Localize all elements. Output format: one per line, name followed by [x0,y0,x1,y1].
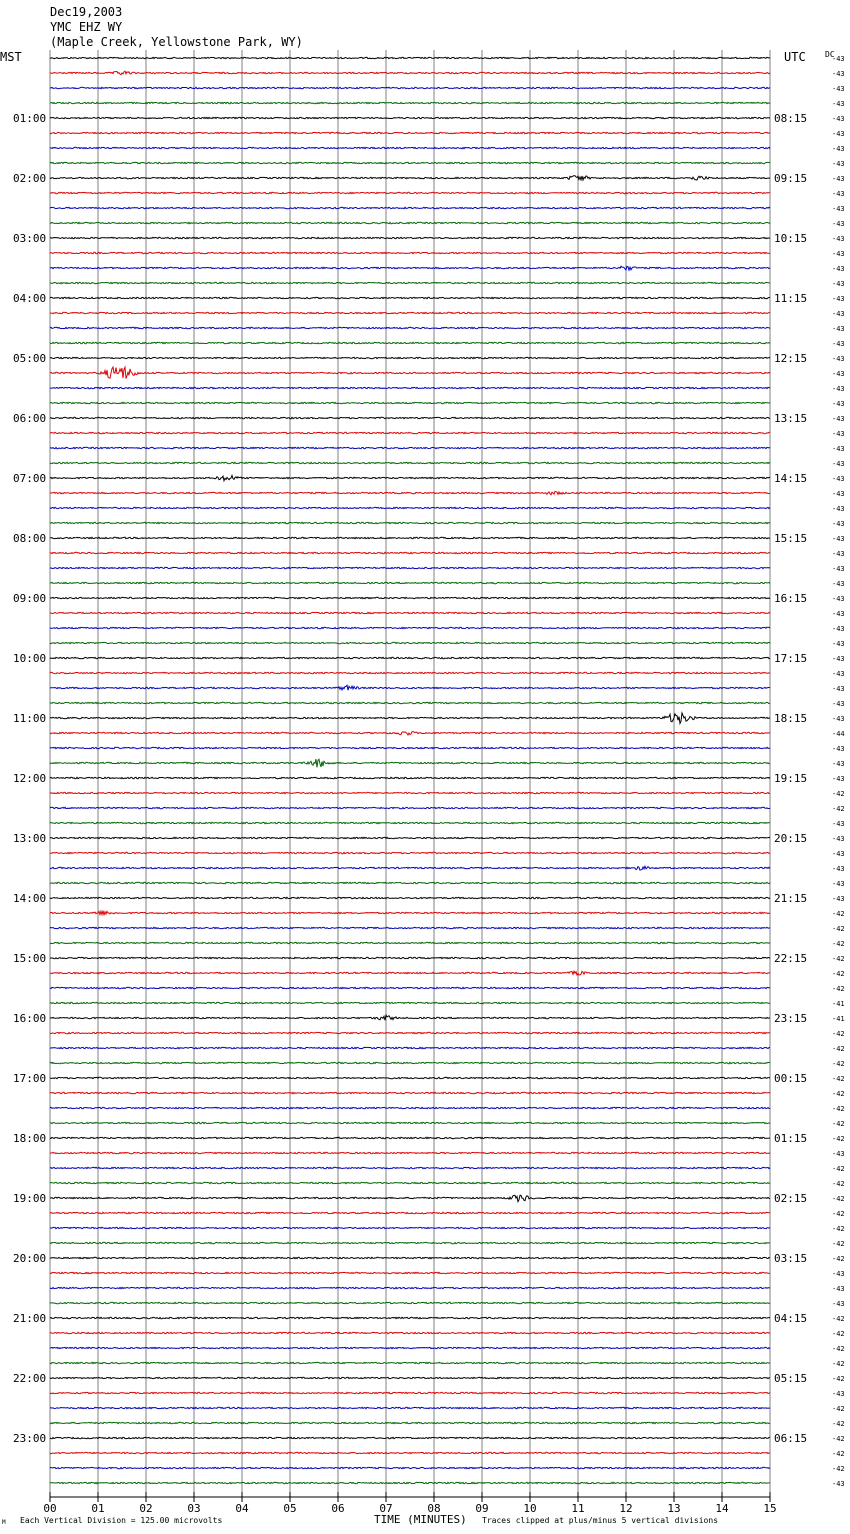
trace-row-54 [50,866,770,870]
dc-offset-label: -42 [832,1045,845,1053]
trace-row-26 [50,447,770,448]
utc-hour-label: 16:15 [774,592,808,605]
x-tick-label: 11 [571,1502,585,1515]
dc-offset-label: -44 [832,730,845,738]
trace-row-24 [50,417,770,418]
mst-hour-label: 07:00 [13,472,47,485]
trace-row-42 [50,685,770,690]
dc-offset-label: -42 [832,1225,845,1233]
dc-offset-label: -43 [832,580,845,588]
dc-offset-label: -43 [832,445,845,453]
trace-row-72 [50,1137,770,1138]
dc-offset-label: -42 [832,1360,845,1368]
utc-hour-label: 08:15 [774,112,808,125]
trace-row-65 [50,1032,770,1033]
dc-offset-label: -42 [832,1120,845,1128]
trace-row-22 [50,387,770,388]
dc-offset-label: -43 [832,310,845,318]
dc-offset-label: -43 [832,100,845,108]
trace-row-38 [50,627,770,628]
trace-row-19 [50,342,770,343]
mst-hour-label: 06:00 [13,412,47,425]
dc-offset-label: -43 [832,865,845,873]
trace-row-7 [50,162,770,163]
dc-offset-label: -43 [832,1300,845,1308]
trace-row-80 [50,1257,770,1258]
dc-offset-label: -43 [832,295,845,303]
dc-offset-label: -42 [832,1465,845,1473]
dc-offset-label: -43 [832,175,845,183]
trace-row-25 [50,432,770,433]
trace-row-53 [50,852,770,853]
trace-row-76 [50,1195,770,1201]
station-location: (Maple Creek, Yellowstone Park, WY) [50,35,303,49]
trace-row-16 [50,297,770,298]
dc-offset-label: -42 [832,1105,845,1113]
dc-offset-label: -43 [832,610,845,618]
mst-hour-label: 18:00 [13,1132,47,1145]
dc-offset-label: -43 [832,490,845,498]
dc-offset-label: -43 [832,85,845,93]
trace-row-52 [50,837,770,838]
trace-row-78 [50,1227,770,1228]
x-tick-label: 01 [91,1502,105,1515]
dc-offset-label: -42 [832,1075,845,1083]
clip-note: Traces clipped at plus/minus 5 vertical divisions [482,1516,719,1525]
dc-offset-label: -42 [832,1135,845,1143]
trace-row-35 [50,582,770,583]
trace-row-94 [50,1467,770,1468]
minute-gridlines [50,50,770,1492]
utc-hour-label: 02:15 [774,1192,808,1205]
trace-row-51 [50,822,770,823]
x-tick-label: 04 [235,1502,249,1515]
dc-offset-label: -43 [832,130,845,138]
utc-hour-label: 11:15 [774,292,808,305]
utc-hour-label: 03:15 [774,1252,808,1265]
trace-row-75 [50,1182,770,1183]
dc-offset-label: -43 [832,55,845,63]
dc-offset-label: -42 [832,1345,845,1353]
mst-hour-label: 03:00 [13,232,47,245]
mst-hour-label: 13:00 [13,832,47,845]
trace-row-8 [50,176,770,180]
left-zone-label: MST [0,50,22,64]
trace-row-86 [50,1347,770,1348]
mst-hour-label: 19:00 [13,1192,47,1205]
dc-offset-label: -42 [832,970,845,978]
trace-row-41 [50,672,770,673]
mst-hour-label: 10:00 [13,652,47,665]
dc-offset-label: -43 [832,820,845,828]
mst-hour-label: 17:00 [13,1072,47,1085]
trace-row-13 [50,252,770,253]
utc-hour-labels [774,112,807,1445]
dc-offset-label: -42 [832,1060,845,1068]
dc-offset-label: -43 [832,415,845,423]
trace-row-50 [50,807,770,808]
dc-offset-label: -41 [832,1000,845,1008]
dc-offset-labels [832,55,845,1488]
mst-hour-label: 11:00 [13,712,47,725]
trace-row-70 [50,1107,770,1108]
trace-row-67 [50,1062,770,1063]
trace-row-40 [50,657,770,658]
trace-row-29 [50,491,770,494]
trace-row-46 [50,747,770,748]
dc-label: DC [825,50,835,59]
dc-offset-label: -42 [832,1450,845,1458]
dc-offset-label: -43 [832,1150,845,1158]
trace-row-57 [50,911,770,916]
scale-note: Each Vertical Division = 125.00 microvolts [20,1516,223,1525]
utc-hour-label: 00:15 [774,1072,808,1085]
trace-row-55 [50,882,770,883]
utc-hour-label: 18:15 [774,712,808,725]
dc-offset-label: -42 [832,1210,845,1218]
dc-offset-label: -43 [832,220,845,228]
trace-row-5 [50,132,770,133]
trace-row-61 [50,971,770,975]
trace-row-1 [50,71,770,75]
x-tick-label: 00 [43,1502,57,1515]
trace-row-48 [50,777,770,778]
dc-offset-label: -43 [832,670,845,678]
trace-row-44 [50,713,770,724]
utc-hour-label: 04:15 [774,1312,808,1325]
dc-offset-label: -42 [832,805,845,813]
trace-row-23 [50,402,770,403]
utc-hour-label: 15:15 [774,532,808,545]
mst-hour-label: 16:00 [13,1012,47,1025]
trace-row-31 [50,522,770,523]
dc-offset-label: -42 [832,985,845,993]
x-axis [43,1492,776,1515]
dc-offset-label: -43 [832,370,845,378]
utc-hour-label: 19:15 [774,772,808,785]
dc-offset-label: -43 [832,70,845,78]
trace-row-37 [50,612,770,613]
trace-row-43 [50,702,770,703]
trace-row-74 [50,1167,770,1168]
utc-hour-label: 21:15 [774,892,808,905]
trace-row-3 [50,102,770,103]
trace-row-68 [50,1077,770,1078]
dc-offset-label: -43 [832,115,845,123]
trace-row-79 [50,1242,770,1243]
utc-hour-label: 13:15 [774,412,808,425]
x-tick-label: 09 [475,1502,489,1515]
dc-offset-label: -42 [832,1255,845,1263]
trace-row-17 [50,312,770,313]
trace-row-91 [50,1422,770,1423]
dc-offset-label: -43 [832,760,845,768]
x-tick-label: 13 [667,1502,681,1515]
trace-row-90 [50,1407,770,1408]
utc-hour-label: 22:15 [774,952,808,965]
x-tick-label: 07 [379,1502,393,1515]
trace-row-82 [50,1287,770,1288]
dc-offset-label: -42 [832,1180,845,1188]
dc-offset-label: -43 [832,430,845,438]
trace-row-87 [50,1362,770,1363]
utc-hour-label: 12:15 [774,352,808,365]
trace-row-28 [50,476,770,481]
x-tick-label: 06 [331,1502,345,1515]
dc-offset-label: -43 [832,355,845,363]
dc-offset-label: -42 [832,925,845,933]
dc-offset-label: -42 [832,1420,845,1428]
trace-row-30 [50,507,770,508]
dc-offset-label: -43 [832,1270,845,1278]
trace-row-47 [50,759,770,767]
dc-offset-label: -43 [832,550,845,558]
dc-offset-label: -43 [832,385,845,393]
trace-row-66 [50,1047,770,1048]
trace-row-88 [50,1377,770,1378]
dc-offset-label: -42 [832,1030,845,1038]
x-tick-label: 08 [427,1502,441,1515]
trace-row-36 [50,597,770,598]
trace-row-89 [50,1392,770,1393]
mst-hour-label: 22:00 [13,1372,47,1385]
dc-offset-label: -43 [832,325,845,333]
utc-hour-label: 09:15 [774,172,808,185]
dc-offset-label: -43 [832,475,845,483]
trace-row-81 [50,1272,770,1273]
dc-offset-label: -42 [832,790,845,798]
mst-hour-label: 02:00 [13,172,47,185]
trace-row-20 [50,357,770,358]
trace-row-27 [50,462,770,463]
utc-hour-label: 10:15 [774,232,808,245]
trace-row-32 [50,537,770,538]
trace-row-12 [50,237,770,238]
corner-mark: M [2,1519,6,1526]
dc-offset-label: -43 [832,145,845,153]
record-date: Dec19,2003 [50,5,123,19]
dc-offset-label: -43 [832,775,845,783]
trace-row-0 [50,57,770,58]
trace-row-62 [50,987,770,988]
dc-offset-label: -43 [832,460,845,468]
trace-row-15 [50,282,770,283]
mst-hour-label: 12:00 [13,772,47,785]
dc-offset-label: -42 [832,1330,845,1338]
dc-offset-label: -43 [832,190,845,198]
mst-hour-label: 14:00 [13,892,47,905]
trace-row-10 [50,207,770,208]
dc-offset-label: -42 [832,1375,845,1383]
dc-offset-label: -43 [832,280,845,288]
trace-row-60 [50,957,770,958]
mst-hour-label: 04:00 [13,292,47,305]
trace-row-73 [50,1152,770,1153]
trace-row-59 [50,942,770,943]
x-tick-label: 03 [187,1502,201,1515]
trace-row-95 [50,1482,770,1483]
mst-hour-label: 09:00 [13,592,47,605]
dc-offset-label: -43 [832,895,845,903]
trace-row-85 [50,1332,770,1333]
dc-offset-label: -43 [832,520,845,528]
mst-hour-label: 05:00 [13,352,47,365]
dc-offset-label: -43 [832,505,845,513]
x-tick-label: 10 [523,1502,537,1515]
dc-offset-label: -43 [832,1285,845,1293]
trace-row-11 [50,222,770,223]
dc-offset-label: -43 [832,625,845,633]
station-name: YMC EHZ WY [50,20,123,34]
dc-offset-label: -42 [832,910,845,918]
dc-offset-label: -42 [832,955,845,963]
utc-hour-label: 17:15 [774,652,808,665]
trace-row-18 [50,327,770,328]
trace-row-4 [50,117,770,118]
dc-offset-label: -43 [832,745,845,753]
dc-offset-label: -42 [832,940,845,948]
trace-row-83 [50,1302,770,1303]
trace-row-77 [50,1212,770,1213]
dc-offset-label: -42 [832,1090,845,1098]
trace-row-39 [50,642,770,643]
x-tick-label: 14 [715,1502,729,1515]
dc-offset-label: -43 [832,700,845,708]
mst-hour-label: 15:00 [13,952,47,965]
trace-row-9 [50,192,770,193]
mst-hour-label: 20:00 [13,1252,47,1265]
dc-offset-label: -43 [832,655,845,663]
dc-offset-label: -42 [832,1240,845,1248]
trace-row-64 [50,1015,770,1020]
dc-offset-label: -43 [832,715,845,723]
dc-offset-label: -43 [832,835,845,843]
dc-offset-label: -43 [832,595,845,603]
trace-row-21 [50,367,770,379]
utc-hour-label: 06:15 [774,1432,808,1445]
dc-offset-label: -42 [832,1315,845,1323]
x-axis-title: TIME (MINUTES) [374,1513,467,1526]
trace-row-93 [50,1452,770,1453]
dc-offset-label: -43 [832,1480,845,1488]
utc-hour-label: 05:15 [774,1372,808,1385]
trace-row-6 [50,147,770,148]
trace-row-45 [50,732,770,735]
right-zone-label: UTC [784,50,806,64]
dc-offset-label: -43 [832,340,845,348]
mst-hour-label: 08:00 [13,532,47,545]
mst-hour-label: 21:00 [13,1312,47,1325]
utc-hour-label: 23:15 [774,1012,808,1025]
trace-row-56 [50,897,770,898]
trace-row-71 [50,1122,770,1123]
trace-row-34 [50,567,770,568]
dc-offset-label: -42 [832,1405,845,1413]
dc-offset-label: -43 [832,160,845,168]
dc-offset-label: -43 [832,265,845,273]
trace-row-63 [50,1002,770,1003]
x-tick-label: 02 [139,1502,153,1515]
utc-hour-label: 14:15 [774,472,808,485]
dc-offset-label: -43 [832,250,845,258]
dc-offset-label: -43 [832,400,845,408]
dc-offset-label: -43 [832,205,845,213]
x-tick-label: 12 [619,1502,633,1515]
dc-offset-label: -41 [832,1015,845,1023]
dc-offset-label: -42 [832,1195,845,1203]
trace-row-49 [50,792,770,793]
x-tick-label: 15 [763,1502,777,1515]
dc-offset-label: -43 [832,850,845,858]
dc-offset-label: -42 [832,1165,845,1173]
dc-offset-label: -43 [832,685,845,693]
dc-offset-label: -42 [832,1435,845,1443]
seismic-traces [50,57,770,1483]
trace-row-58 [50,927,770,928]
trace-row-33 [50,552,770,553]
dc-offset-label: -43 [832,880,845,888]
dc-offset-label: -43 [832,1390,845,1398]
trace-row-2 [50,87,770,88]
dc-offset-label: -43 [832,565,845,573]
trace-row-84 [50,1317,770,1318]
mst-hour-label: 01:00 [13,112,47,125]
mst-hour-labels [13,112,46,1445]
utc-hour-label: 20:15 [774,832,808,845]
mst-hour-label: 23:00 [13,1432,47,1445]
x-tick-label: 05 [283,1502,297,1515]
utc-hour-label: 01:15 [774,1132,808,1145]
dc-offset-label: -43 [832,640,845,648]
trace-row-14 [50,266,770,270]
dc-offset-label: -43 [832,535,845,543]
trace-row-69 [50,1092,770,1093]
dc-offset-label: -43 [832,235,845,243]
trace-row-92 [50,1437,770,1438]
